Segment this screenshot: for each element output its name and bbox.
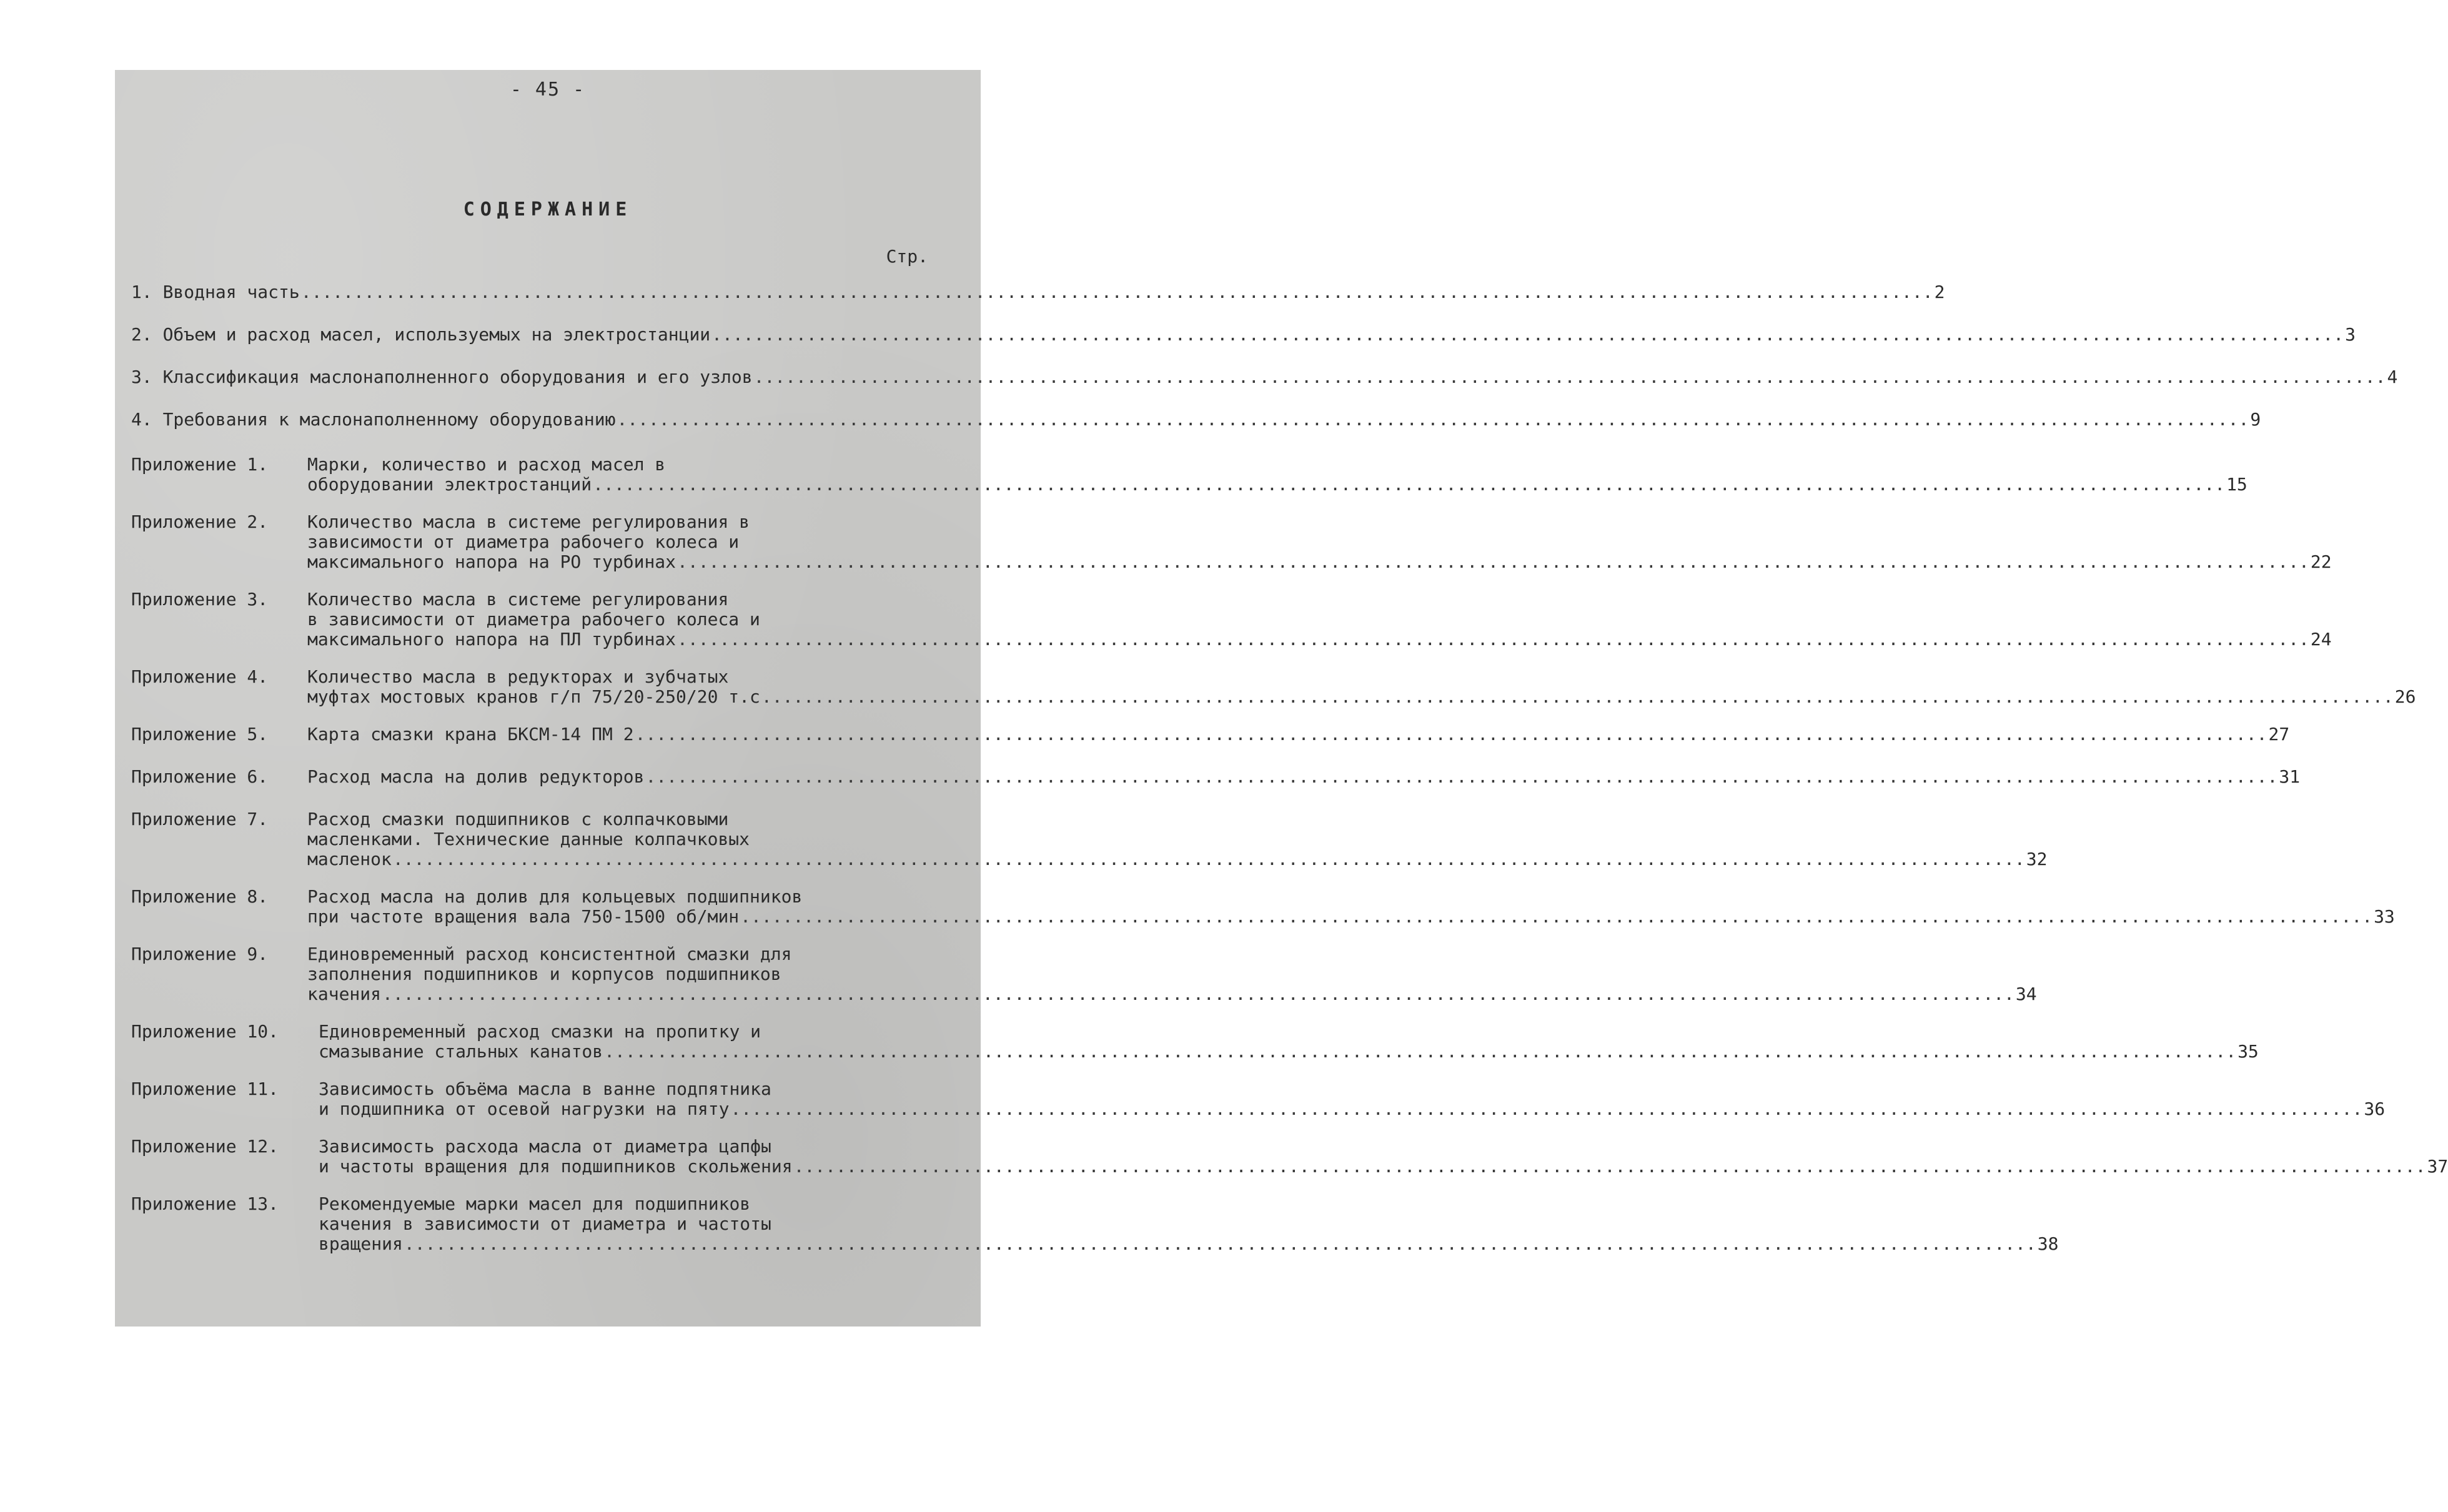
dot-leader: ...........................................................................................................................................................	[604, 1041, 2237, 1062]
dot-leader: ...........................................................................................................................................................	[711, 324, 2344, 345]
appendix-title-line: качения в зависимости от диаметра и частоты	[319, 1213, 771, 1234]
appendix-title-line: вращения	[319, 1233, 403, 1254]
appendix-label: Приложение 4.	[131, 666, 269, 687]
toc-appendix	[131, 809, 2048, 869]
toc-appendix	[131, 766, 2301, 787]
appendix-title-line: Расход масла на долив редукторов	[307, 766, 645, 787]
dot-leader: ...........................................................................................................................................................	[382, 984, 2014, 1004]
toc-section	[131, 367, 2398, 387]
toc-page-number: 26	[2394, 686, 2416, 707]
toc-appendix	[131, 886, 2395, 927]
toc-page-number: 37	[2427, 1156, 2448, 1177]
appendix-title-line: Марки, количество и расход масел в	[307, 454, 666, 475]
toc-appendix	[131, 1021, 2259, 1062]
toc-appendix	[131, 1079, 2386, 1119]
appendix-title-line: Количество масла в системе регулирования в	[307, 511, 750, 532]
appendix-title-line: Карта смазки крана БКСМ-14 ПМ 2	[307, 724, 634, 744]
toc-page-number: 24	[2310, 629, 2332, 650]
toc-section	[131, 409, 2261, 430]
dot-leader: ...........................................................................................................................................................	[635, 724, 2267, 744]
dot-leader: ...........................................................................................................................................................	[617, 409, 2249, 430]
toc-section	[131, 282, 1945, 302]
appendix-title-line: Количество масла в системе регулирования	[307, 589, 729, 610]
appendix-label: Приложение 11.	[131, 1079, 279, 1099]
page-title: СОДЕРЖАНИЕ	[463, 199, 633, 220]
toc-page-number: 31	[2279, 766, 2301, 787]
dot-leader: ...........................................................................................................................................................	[404, 1233, 2036, 1254]
appendix-label: Приложение 13.	[131, 1193, 279, 1214]
toc-page-number: 2	[1934, 282, 1945, 302]
appendix-title-line: Расход масла на долив для кольцевых подшипников	[307, 886, 803, 907]
dot-leader: ...........................................................................................................................................................	[793, 1156, 2426, 1177]
appendix-title-line: масленок	[307, 849, 392, 869]
appendix-title-line: Единовременный расход смазки на пропитку и	[319, 1021, 761, 1042]
toc-section-title: 3. Классификация маслонаполненного оборудования и его узлов	[131, 367, 753, 387]
appendix-title-line: и подшипника от осевой нагрузки на пяту	[319, 1099, 730, 1119]
dot-leader: ...........................................................................................................................................................	[740, 906, 2373, 927]
toc-page-number: 15	[2226, 474, 2247, 495]
appendix-title-line: Рекомендуемые марки масел для подшипников	[319, 1193, 751, 1214]
appendix-label: Приложение 12.	[131, 1136, 279, 1157]
toc-page-number: 4	[2387, 367, 2398, 387]
appendix-title-line: Единовременный расход консистентной смазки для	[307, 944, 792, 964]
appendix-title-line: качения	[307, 984, 382, 1004]
toc-page-number: 27	[2268, 724, 2290, 744]
table-of-contents	[131, 282, 2448, 1254]
appendix-label: Приложение 9.	[131, 944, 269, 964]
document-page	[115, 70, 2448, 1327]
appendix-label: Приложение 3.	[131, 589, 269, 610]
dot-leader: ...........................................................................................................................................................	[300, 282, 1933, 302]
appendix-title-line: максимального напора на РО турбинах	[307, 551, 676, 572]
appendix-label: Приложение 6.	[131, 766, 269, 787]
appendix-title-line: Зависимость расхода масла от диаметра цапфы	[319, 1136, 771, 1157]
appendix-title-line: заполнения подшипников и корпусов подшипников	[307, 964, 781, 984]
toc-page-number: 9	[2250, 409, 2261, 430]
toc-appendix	[131, 724, 2290, 744]
toc-page-number: 35	[2237, 1041, 2259, 1062]
toc-page-number: 34	[2015, 984, 2037, 1004]
toc-section-title: 2. Объем и расход масел, используемых на электростанции	[131, 324, 711, 345]
appendix-title-line: и частоты вращения для подшипников скольжения	[319, 1156, 793, 1177]
appendix-title-line: Расход смазки подшипников с колпачковыми	[307, 809, 729, 829]
appendix-title-line: зависимости от диаметра рабочего колеса и	[307, 531, 740, 552]
toc-page-number: 38	[2037, 1233, 2059, 1254]
appendix-title-line: Количество масла в редукторах и зубчатых	[307, 666, 729, 687]
toc-page-number: 32	[2026, 849, 2048, 869]
appendix-label: Приложение 8.	[131, 886, 269, 907]
toc-section	[131, 324, 2356, 345]
appendix-title-line: оборудовании электростанций	[307, 474, 592, 495]
dot-leader: ...........................................................................................................................................................	[677, 551, 2309, 572]
appendix-title-line: в зависимости от диаметра рабочего колеса и	[307, 609, 760, 630]
appendix-label: Приложение 2.	[131, 511, 269, 532]
appendix-title-line: масленками. Технические данные колпачковых	[307, 829, 750, 849]
toc-section-title: 1. Вводная часть	[131, 282, 300, 302]
appendix-label: Приложение 5.	[131, 724, 269, 744]
toc-appendix	[131, 511, 2332, 572]
toc-section-title: 4. Требования к маслонаполненному оборудованию	[131, 409, 616, 430]
toc-appendix	[131, 1193, 2059, 1254]
appendix-label: Приложение 10.	[131, 1021, 279, 1042]
appendix-label: Приложение 7.	[131, 809, 269, 829]
toc-page-number: 3	[2345, 324, 2356, 345]
toc-appendix	[131, 666, 2416, 707]
appendix-title-line: муфтах мостовых кранов г/п 75/20-250/20 т.с	[307, 686, 760, 707]
appendix-title-line: Зависимость объёма масла в ванне подпятника	[319, 1079, 771, 1099]
toc-appendix	[131, 454, 2247, 495]
appendix-label: Приложение 1.	[131, 454, 269, 475]
appendix-title-line: смазывание стальных канатов	[319, 1041, 603, 1062]
page-number: - 45 -	[510, 79, 586, 101]
page-column-header: Стр.	[886, 246, 928, 267]
toc-appendix	[131, 944, 2037, 1004]
dot-leader: ...........................................................................................................................................................	[753, 367, 2386, 387]
toc-appendix	[131, 589, 2332, 650]
toc-appendix	[131, 1136, 2448, 1177]
dot-leader: ...........................................................................................................................................................	[645, 766, 2278, 787]
dot-leader: ...........................................................................................................................................................	[677, 629, 2309, 650]
dot-leader: ...........................................................................................................................................................	[761, 686, 2394, 707]
dot-leader: ...........................................................................................................................................................	[392, 849, 2025, 869]
toc-page-number: 36	[2364, 1099, 2386, 1119]
appendix-title-line: при частоте вращения вала 750-1500 об/мин	[307, 906, 740, 927]
toc-page-number: 33	[2374, 906, 2395, 927]
appendix-title-line: максимального напора на ПЛ турбинах	[307, 629, 676, 650]
dot-leader: ...........................................................................................................................................................	[593, 474, 2226, 495]
toc-page-number: 22	[2310, 551, 2332, 572]
dot-leader: ...........................................................................................................................................................	[730, 1099, 2363, 1119]
